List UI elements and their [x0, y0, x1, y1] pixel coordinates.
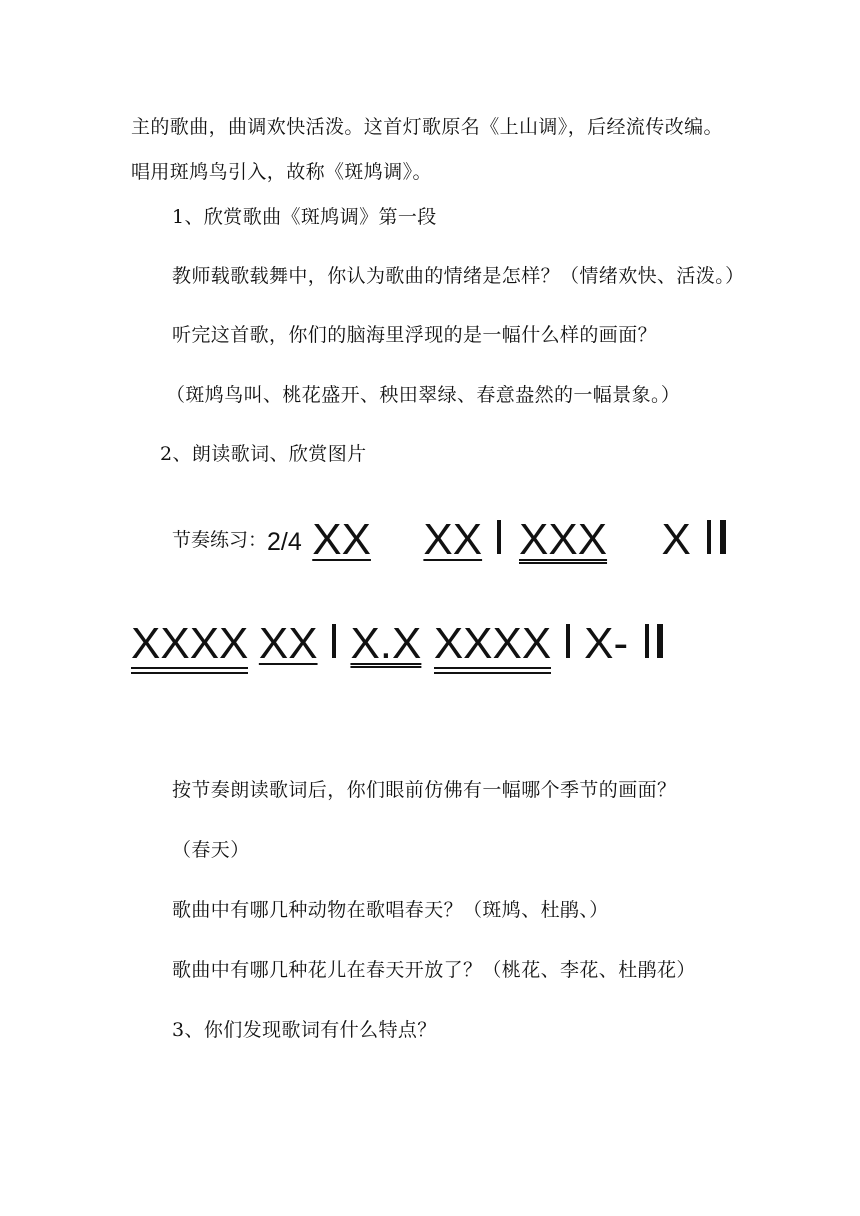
rhythm-note: X — [661, 515, 691, 564]
answer-season: （春天） — [172, 839, 250, 861]
rhythm-note: XXXX — [131, 622, 248, 674]
heading-appreciate-song: 1、欣赏歌曲《斑鸠调》第一段 — [172, 206, 437, 228]
end-barline-thick — [720, 520, 726, 554]
rhythm-row-1 — [172, 515, 726, 564]
time-signature: 2/4 — [267, 528, 302, 556]
paragraph-name-origin: 唱用斑鸠鸟引入，故称《斑鸠调》。 — [131, 161, 432, 183]
rhythm-note: X.X — [350, 619, 422, 668]
question-song-mood: 教师载歌载舞中，你认为歌曲的情绪是怎样？（情绪欢快、活泼。） — [172, 265, 745, 287]
end-barline-thick — [657, 624, 663, 658]
rhythm-note: XX — [258, 619, 318, 668]
question-season: 按节奏朗读歌词后，你们眼前仿佛有一幅哪个季节的画面？ — [172, 779, 677, 801]
rhythm-row-2 — [131, 619, 663, 674]
question-flowers: 歌曲中有哪几种花儿在春天开放了？（桃花、李花、杜鹃花） — [172, 959, 696, 981]
barline — [566, 624, 570, 658]
question-imagery: 听完这首歌，你们的脑海里浮现的是一幅什么样的画面？ — [172, 324, 658, 346]
end-barline-thin — [707, 520, 711, 554]
rhythm-note: XX — [423, 515, 483, 564]
rhythm-note: XX — [312, 515, 371, 564]
paragraph-intro-end: 主的歌曲，曲调欢快活泼。这首灯歌原名《上山调》，后经流传改编。 — [131, 116, 723, 138]
heading-lyrics-features: 3、你们发现歌词有什么特点？ — [172, 1019, 437, 1041]
end-barline-thin — [645, 624, 649, 658]
rhythm-note: XXXX — [434, 622, 551, 674]
barline — [332, 624, 336, 658]
rhythm-label: 节奏练习： — [172, 529, 268, 551]
barline — [497, 520, 501, 554]
heading-read-lyrics: 2、朗读歌词、欣赏图片 — [160, 443, 367, 465]
question-animals: 歌曲中有哪几种动物在歌唱春天？（斑鸠、杜鹃、） — [172, 899, 609, 921]
rhythm-note: X- — [584, 619, 629, 668]
answer-imagery: （斑鸠鸟叫、桃花盛开、秧田翠绿、春意盎然的一幅景象。） — [166, 384, 681, 406]
rhythm-note: XXX — [519, 515, 608, 564]
